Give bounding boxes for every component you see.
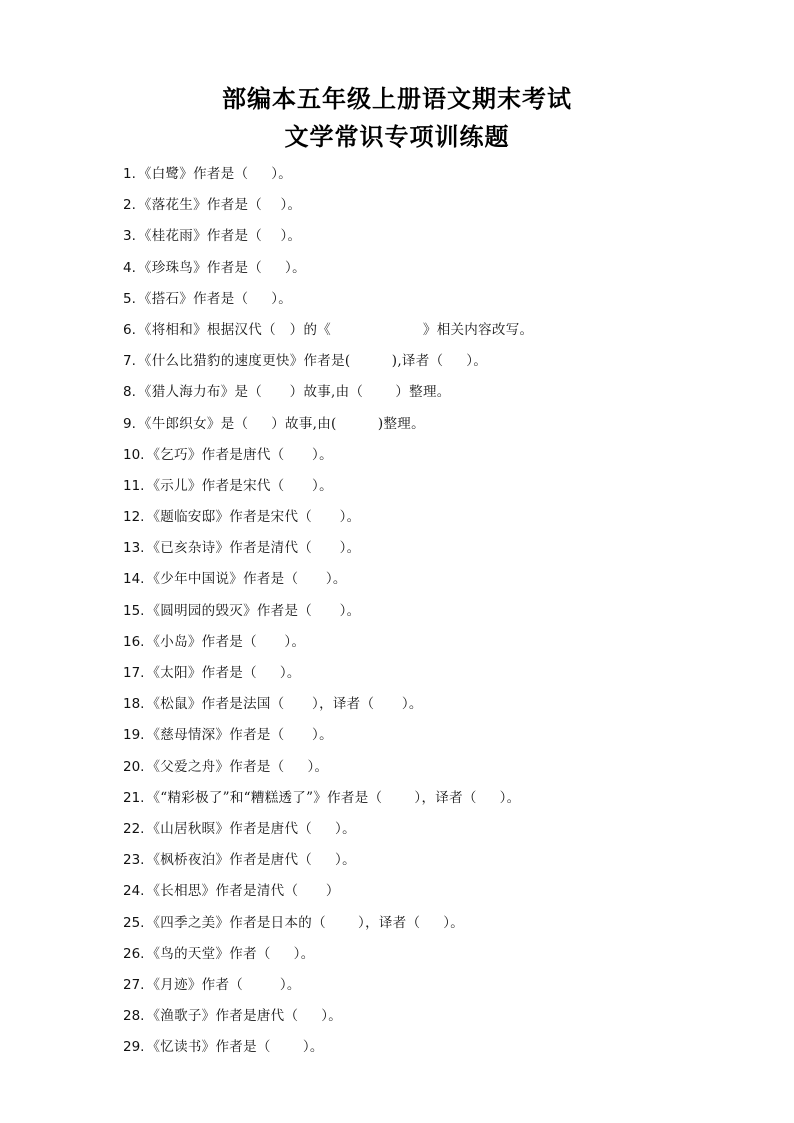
question-text: 《忆读书》作者是（ ）。 <box>146 1039 324 1056</box>
question-text: 《将相和》根据汉代（ ）的《 》相关内容改写。 <box>137 321 534 338</box>
question-number: 1. <box>123 166 136 182</box>
question-item <box>123 848 743 879</box>
question-number: 2. <box>123 197 136 214</box>
question-text: 《小岛》作者是（ ）。 <box>146 633 306 650</box>
question-item <box>123 599 743 630</box>
question-text: 《松鼠》作者是法国（ ），译者（ ）。 <box>146 696 423 713</box>
question-text: 《鸟的天堂》作者（ ）。 <box>146 945 315 962</box>
question-number: 29. <box>123 1039 145 1056</box>
question-text: 《桂花雨》作者是（ ）。 <box>137 228 302 245</box>
question-item <box>123 1004 743 1035</box>
question-number: 10. <box>123 446 145 463</box>
question-number: 5. <box>123 290 136 307</box>
question-text: 《猎人海力布》是（ ）故事,由（ ）整理。 <box>137 384 451 401</box>
question-item <box>123 287 743 318</box>
question-text: 《题临安邸》作者是宋代（ ）。 <box>146 509 361 526</box>
question-text: 《已亥杂诗》作者是清代（ ）。 <box>146 540 361 557</box>
question-item <box>123 661 743 692</box>
question-list <box>123 162 743 1066</box>
question-item <box>123 380 743 411</box>
question-number: 7. <box>123 353 136 370</box>
question-item <box>123 536 743 567</box>
title-line-2: 文学常识专项训练题 <box>284 123 510 151</box>
question-number: 16. <box>123 633 145 650</box>
question-item <box>123 817 743 848</box>
question-number: 3. <box>123 228 136 245</box>
question-text: 《白鹭》作者是（ ）。 <box>137 166 293 182</box>
question-item <box>123 755 743 786</box>
question-item <box>123 505 743 536</box>
question-number: 25. <box>123 914 145 931</box>
question-item <box>123 256 743 287</box>
question-item <box>123 162 743 193</box>
document-title <box>0 80 794 156</box>
question-item <box>123 911 743 942</box>
question-text: 《父爱之舟》作者是（ ）。 <box>146 758 329 775</box>
question-number: 28. <box>123 1008 145 1025</box>
question-number: 20. <box>123 758 145 775</box>
question-number: 27. <box>123 976 145 993</box>
question-item <box>123 412 743 443</box>
question-number: 14. <box>123 571 145 588</box>
question-text: 《“精彩极了”和“糟糕透了”》作者是（ ），译者（ ）。 <box>146 789 521 806</box>
question-number: 8. <box>123 384 136 401</box>
title-line-1: 部编本五年级上册语文期末考试 <box>222 85 572 113</box>
question-text: 《山居秋暝》作者是唐代（ ）。 <box>146 820 356 837</box>
question-number: 12. <box>123 509 145 526</box>
question-number: 18. <box>123 696 145 713</box>
question-text: 《圆明园的毁灭》作者是（ ）。 <box>146 602 361 619</box>
question-number: 17. <box>123 665 145 681</box>
question-number: 4. <box>123 259 136 276</box>
question-number: 23. <box>123 852 145 869</box>
question-number: 21. <box>123 789 145 806</box>
question-text: 《枫桥夜泊》作者是唐代（ ）。 <box>146 852 356 869</box>
question-text: 《落花生》作者是（ ）。 <box>137 197 302 214</box>
question-item <box>123 786 743 817</box>
question-text: 《渔歌子》作者是唐代（ ）。 <box>146 1008 343 1025</box>
question-text: 《乞巧》作者是唐代（ ）。 <box>146 446 333 463</box>
question-item <box>123 443 743 474</box>
question-item <box>123 879 743 910</box>
question-text: 《少年中国说》作者是（ ）。 <box>146 571 347 588</box>
question-text: 《四季之美》作者是日本的（ ），译者（ ）。 <box>146 914 465 931</box>
question-number: 13. <box>123 540 145 557</box>
question-item <box>123 692 743 723</box>
question-text: 《什么比猎豹的速度更快》作者是( ),译者（ ）。 <box>137 353 488 370</box>
question-number: 22. <box>123 820 145 837</box>
question-item <box>123 567 743 598</box>
question-text: 《慈母情深》作者是（ ）。 <box>146 727 333 744</box>
question-number: 9. <box>123 415 136 432</box>
question-text: 《示儿》作者是宋代（ ）。 <box>146 477 333 494</box>
question-number: 11. <box>123 477 145 494</box>
question-number: 26. <box>123 945 145 962</box>
question-item <box>123 723 743 754</box>
question-text: 《搭石》作者是（ ）。 <box>137 290 293 307</box>
question-item <box>123 1035 743 1066</box>
question-number: 15. <box>123 602 145 619</box>
question-item <box>123 349 743 380</box>
question-text: 《珍珠鸟》作者是（ ）。 <box>137 259 306 276</box>
question-text: 《牛郎织女》是（ ）故事,由( )整理。 <box>137 415 425 432</box>
question-item <box>123 942 743 973</box>
question-item <box>123 318 743 349</box>
question-item <box>123 474 743 505</box>
question-text: 《月迹》作者（ ）。 <box>146 976 301 993</box>
question-number: 19. <box>123 727 145 744</box>
question-item <box>123 973 743 1004</box>
question-number: 6. <box>123 321 136 338</box>
question-text: 《长相思》作者是清代（ ） <box>146 883 340 900</box>
question-item <box>123 224 743 255</box>
question-item <box>123 630 743 661</box>
question-text: 《太阳》作者是（ ）。 <box>146 665 301 681</box>
question-item <box>123 193 743 224</box>
question-number: 24. <box>123 883 145 900</box>
